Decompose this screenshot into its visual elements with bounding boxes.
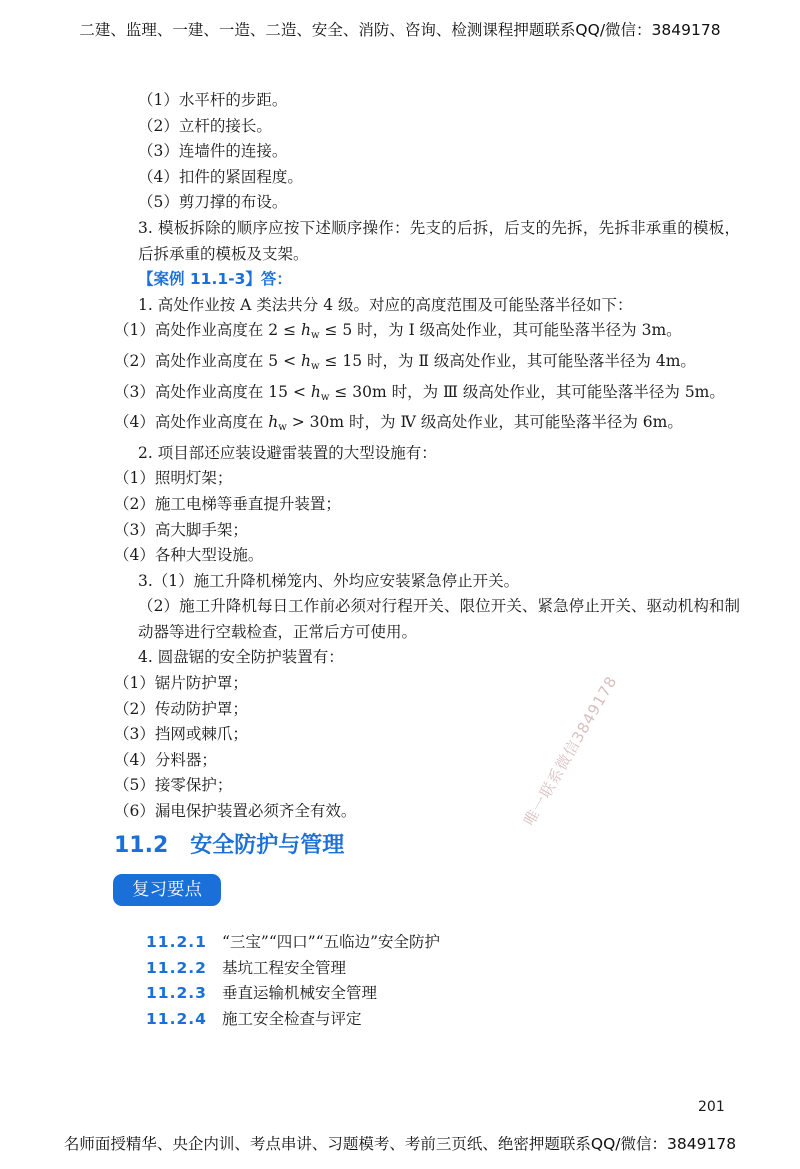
answer-body — [114, 88, 740, 825]
text-line: 2. 项目部还应装设避雷装置的大型设施有： — [138, 443, 437, 462]
watermark: 唯一联系微信3849178 — [520, 672, 621, 829]
text-line: （4）各种大型设施。 — [114, 546, 264, 565]
section-heading — [114, 828, 344, 859]
height-level-1: （1）高处作业高度在 $2 \le h_w \le 5$ 时，为 Ⅰ 级高处作业，其可能坠落半径为 3m。 — [114, 321, 682, 342]
text-line: （3）高大脚手架； — [114, 520, 248, 539]
text-line: （4）扣件的紧固程度。 — [138, 167, 303, 186]
text-line: （2）施工电梯等垂直提升装置； — [114, 494, 341, 513]
text-line: （5）剪刀撑的布设。 — [138, 193, 288, 212]
text-line: （2）立杆的接长。 — [138, 116, 272, 135]
height-level-3: （3）高处作业高度在 $15 < h_w \le 30m$ 时，为 Ⅲ 级高处作业，其可能坠落半径为 5m。 — [114, 382, 725, 403]
section-number: 11.2 — [114, 833, 169, 858]
text-line: （6）漏电保护装置必须齐全有效。 — [114, 802, 357, 821]
toc-item: 11.2.1 “三宝”“四口”“五临边”安全防护 — [146, 933, 441, 951]
paragraph-removal-order: 3. 模板拆除的顺序应按下述顺序操作：先支的后拆，后支的先拆，先拆非承重的模板，后拆承重的模板及支架。 — [138, 218, 740, 263]
text-line: （1）水平杆的步距。 — [138, 91, 288, 109]
case-heading — [114, 267, 740, 293]
toc-item: 11.2.3 垂直运输机械安全管理 — [146, 984, 378, 1003]
text-line: （3）连墙件的连接。 — [138, 142, 288, 161]
text-line: 3.（1）施工升降机梯笼内、外均应安装紧急停止开关。 — [138, 571, 520, 590]
review-points-badge: 复习要点 — [113, 874, 221, 906]
text-line: （1）照明灯架； — [114, 469, 233, 488]
text-line: 1. 高处作业按 A 类法共分 4 级。对应的高度范围及可能坠落半径如下： — [138, 295, 633, 314]
paragraph-hoist-check: （2）施工升降机每日工作前必须对行程开关、限位开关、紧急停止开关、驱动机构和制动器等进行空载检查，正常后方可使用。 — [138, 597, 740, 641]
section-title: 安全防护与管理 — [190, 833, 345, 858]
text-line: 4. 圆盘锯的安全防护装置有： — [138, 648, 344, 667]
review-points-list — [146, 930, 440, 1032]
footer-banner: 名师面授精华、央企内训、考点串讲、习题模考、考前三页纸、绝密押题联系QQ/微信：3849178 — [63, 1135, 737, 1153]
text-line: （4）分料器； — [114, 750, 217, 769]
header-banner: 二建、监理、一建、一造、二造、安全、消防、咨询、检测课程押题联系QQ/微信：3849178 — [79, 21, 721, 39]
page-number: 201 — [698, 1099, 725, 1115]
height-level-4: （4）高处作业高度在 $h_w > 30m$ 时，为 Ⅳ 级高处作业，其可能坠落半径为 6m。 — [114, 413, 683, 434]
text-line: （1）锯片防护罩； — [114, 674, 248, 693]
toc-item: 11.2.4 施工安全检查与评定 — [146, 1009, 362, 1028]
text-line: （3）挡网或棘爪； — [114, 725, 248, 744]
text-line: （5）接零保护； — [114, 776, 233, 795]
height-level-2: （2）高处作业高度在 $5 < h_w \le 15$ 时，为 Ⅱ 级高处作业，其可能坠落半径为 4m。 — [114, 351, 696, 372]
case-title: 【案例 11.1-3】答： — [138, 270, 292, 289]
toc-item: 11.2.2 基坑工程安全管理 — [146, 958, 347, 977]
text-line: （2）传动防护罩； — [114, 699, 248, 718]
